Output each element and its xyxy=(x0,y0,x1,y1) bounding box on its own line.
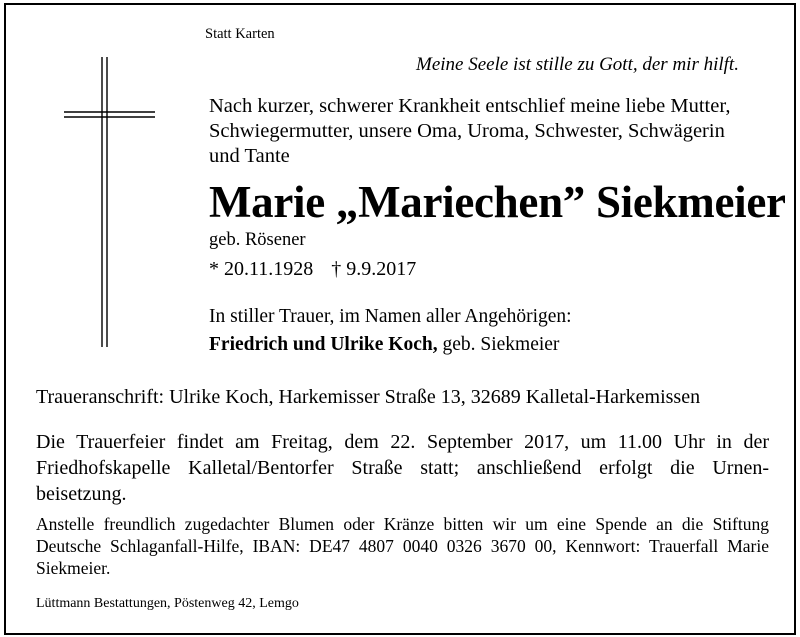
cross-icon xyxy=(58,57,168,347)
intro-line: Schwiegermutter, unsere Oma, Uroma, Schwester, Schwägerin xyxy=(209,120,725,142)
motto: Meine Seele ist stille zu Gott, der mir hilft. xyxy=(416,54,739,75)
deceased-name: Marie „Mariechen” Siekmeier xyxy=(209,177,786,227)
ceremony-info: Die Trauerfeier findet am Freitag, dem 22. September 2017, um 11.00 Uhr in der Friedhofskapelle Kalletal/Bentorfer Straße statt; anschließend erfolgt die Urnen-beisetzung. xyxy=(36,431,769,505)
birth-name: geb. Rösener xyxy=(209,230,306,250)
family-names-rest: geb. Siekmeier xyxy=(437,334,560,355)
donation-info: Anstelle freundlich zugedachter Blumen oder Kränze bitten wir um eine Spende an die Stiftung Deutsche Schlaganfall-Hilfe, IBAN: DE47 4807 0040 0326 3670 00, Kennwort: Trauerfall Marie Siekmeier. xyxy=(36,514,769,578)
mourning-line: In stiller Trauer, im Namen aller Angehörigen: xyxy=(209,306,572,327)
intro-line: Nach kurzer, schwerer Krankheit entschlief meine liebe Mutter, xyxy=(209,95,731,117)
family-names xyxy=(209,334,559,356)
intro-line: und Tante xyxy=(209,145,290,167)
obituary-notice xyxy=(4,3,796,635)
birth-date: * 20.11.1928 xyxy=(209,258,314,280)
family-names-bold: Friedrich und Ulrike Koch, xyxy=(209,334,438,355)
death-date: † 9.9.2017 xyxy=(331,258,417,280)
life-dates xyxy=(209,258,416,281)
notice-header: Statt Karten xyxy=(205,26,275,42)
mourning-address: Traueranschrift: Ulrike Koch, Harkemisser Straße 13, 32689 Kalletal-Harkemissen xyxy=(36,386,701,408)
undertaker: Lüttmann Bestattungen, Pöstenweg 42, Lemgo xyxy=(36,596,299,611)
intro-text xyxy=(209,94,730,169)
